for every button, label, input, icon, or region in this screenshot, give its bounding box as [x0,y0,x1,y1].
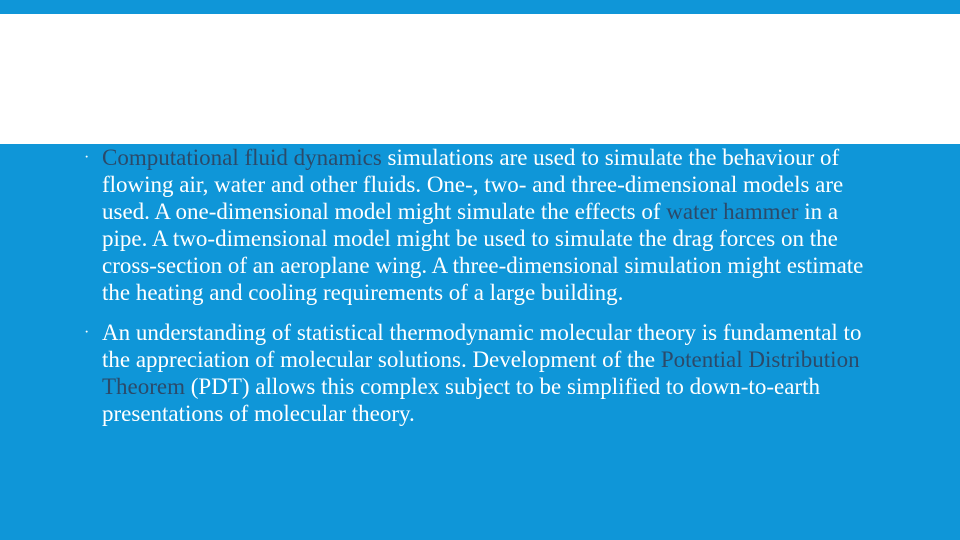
slide-body [84,144,884,440]
bullet-text: in a pipe. A two-dimensional model might be used to simulate the drag forces on the cross-section of an aeroplane wing. A three-dimensional simulation might estimate the heating and cooling requirements of a large building. [102,199,864,305]
bullet-item [84,319,884,427]
bullet-link[interactable]: Potential Distribution Theorem [102,347,860,399]
bullet-marker: · [84,324,90,341]
title-placeholder [0,14,960,144]
bullet-marker: · [84,149,90,166]
bullet-text: simulations are used to simulate the behaviour of flowing air, water and other fluids. One-, two- and three-dimensional models are used. A one-dimensional model might simulate the effects of [102,145,844,224]
bullet-text: (PDT) allows this complex subject to be simplified to down-to-earth presentations of molecular theory. [102,374,820,426]
bullet-text: An understanding of statistical thermodynamic molecular theory is fundamental to the appreciation of molecular solutions. Development of the [102,320,862,372]
bullet-link[interactable]: water hammer [666,199,799,224]
bullet-item [84,144,884,306]
bullet-text[interactable]: Computational fluid dynamics [102,145,382,170]
